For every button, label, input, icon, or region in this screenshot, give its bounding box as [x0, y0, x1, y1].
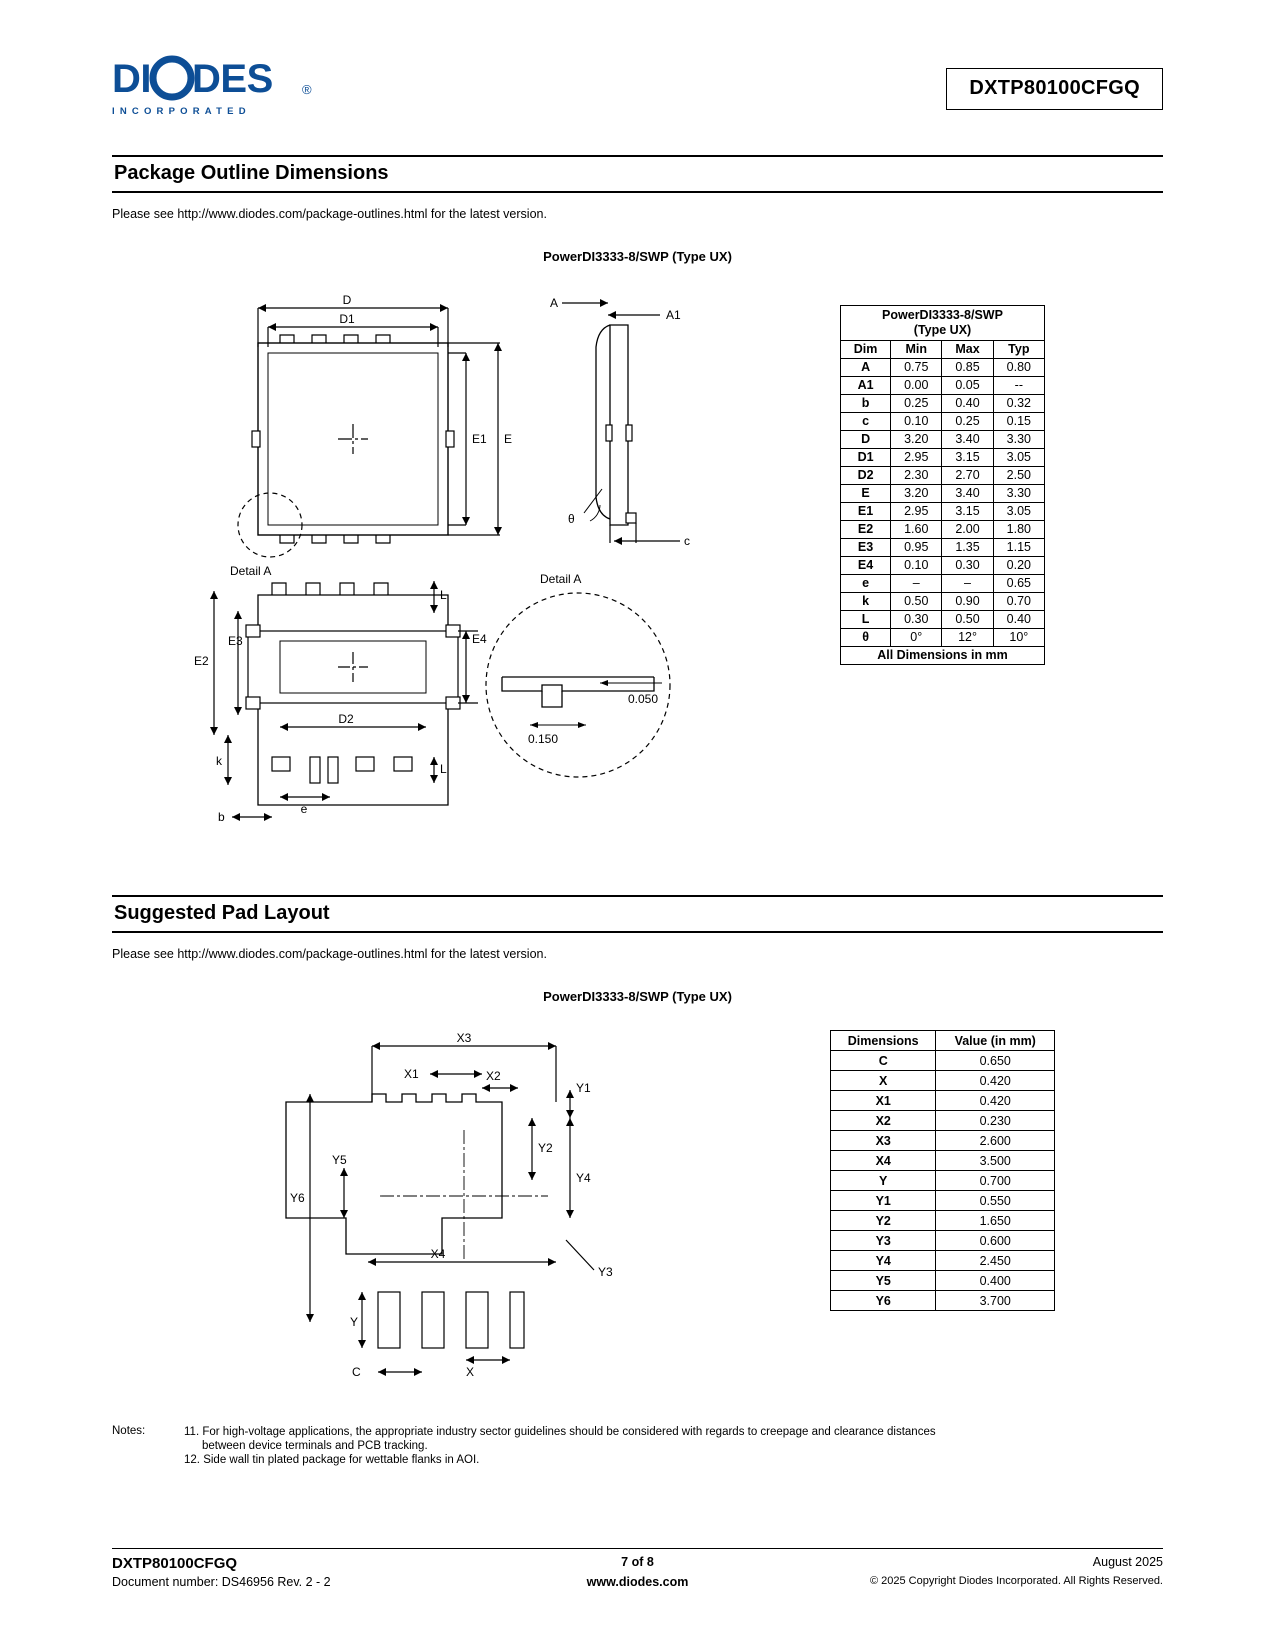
dimension-table-title [841, 306, 1045, 341]
dimension-table-footer: All Dimensions in mm [841, 647, 1045, 665]
page-header [112, 58, 1163, 120]
svg-text:k: k [216, 754, 222, 768]
col-dim: Dim [841, 341, 891, 359]
package-outline-note: Please see http://www.diodes.com/package-outlines.html for the latest version. [112, 207, 547, 221]
table-row: A 0.75 0.85 0.80 [841, 359, 1045, 377]
note-text: Side wall tin plated package for wettable flanks in AOI. [203, 1454, 480, 1466]
pad-layout-package-name: PowerDI3333-8/SWP (Type UX) [543, 989, 732, 1004]
svg-text:c: c [684, 534, 690, 548]
pad-layout-section [112, 895, 1163, 1004]
table-row: Y5 0.400 [831, 1271, 1055, 1291]
pad-layout-drawing [270, 1030, 690, 1410]
dim-title-line2: (Type UX) [913, 323, 972, 337]
svg-text:Y3: Y3 [598, 1265, 613, 1279]
svg-text:0.150: 0.150 [528, 732, 559, 746]
table-row: Y 0.700 [831, 1171, 1055, 1191]
diodes-logo [112, 58, 332, 117]
col-value: Value (in mm) [936, 1031, 1055, 1051]
table-row: b 0.25 0.40 0.32 [841, 395, 1045, 413]
notes-block [112, 1425, 1163, 1467]
table-row: Y3 0.600 [831, 1231, 1055, 1251]
svg-text:E1: E1 [472, 432, 487, 446]
note-number: 12. [184, 1454, 200, 1466]
package-outline-section [112, 155, 1163, 264]
svg-text:A: A [550, 296, 559, 310]
note-number: 11. [184, 1426, 200, 1438]
svg-text:L: L [440, 588, 447, 602]
table-header-row [831, 1031, 1055, 1051]
svg-text:E3: E3 [228, 634, 243, 648]
table-row: D1 2.95 3.15 3.05 [841, 449, 1045, 467]
col-dimensions: Dimensions [831, 1031, 936, 1051]
svg-text:Y6: Y6 [290, 1191, 305, 1205]
table-row: X 0.420 [831, 1071, 1055, 1091]
svg-text:X3: X3 [456, 1031, 472, 1045]
footer-website[interactable]: www.diodes.com [586, 1575, 689, 1589]
table-row: X1 0.420 [831, 1091, 1055, 1111]
col-min: Min [891, 341, 942, 359]
svg-text:X1: X1 [404, 1067, 419, 1081]
svg-text:D: D [342, 293, 352, 307]
note-item [184, 1453, 1163, 1467]
svg-text:L: L [440, 762, 447, 776]
footer-document-number: Document number: DS46956 Rev. 2 - 2 [112, 1575, 331, 1589]
svg-text:X2: X2 [486, 1069, 501, 1083]
pad-layout-title: Suggested Pad Layout [112, 895, 1163, 933]
table-row: X4 3.500 [831, 1151, 1055, 1171]
footer-copyright: © 2025 Copyright Diodes Incorporated. All Rights Reserved. [869, 1575, 1163, 1587]
svg-text:D1: D1 [339, 312, 355, 326]
table-row: C 0.650 [831, 1051, 1055, 1071]
svg-text:E2: E2 [194, 654, 209, 668]
notes-body [184, 1425, 1163, 1467]
table-row: L 0.30 0.50 0.40 [841, 611, 1045, 629]
footer-date: August 2025 [1092, 1555, 1163, 1569]
table-row: E1 2.95 3.15 3.05 [841, 503, 1045, 521]
footer-page-number: 7 of 8 [621, 1555, 654, 1569]
note-text: For high-voltage applications, the appropriate industry sector guidelines should be considered with regards to creepage and clearance distances [202, 1426, 936, 1438]
svg-text:Y2: Y2 [538, 1141, 553, 1155]
package-outline-drawing [194, 285, 830, 845]
page-footer [112, 1548, 1163, 1593]
svg-text:E4: E4 [472, 632, 487, 646]
part-number-header: DXTP80100CFGQ [946, 68, 1163, 110]
svg-text:DES: DES [192, 57, 273, 101]
table-row: D 3.20 3.40 3.30 [841, 431, 1045, 449]
table-row: θ 0° 12° 10° [841, 629, 1045, 647]
table-row: A1 0.00 0.05 -- [841, 377, 1045, 395]
svg-text:b: b [218, 810, 225, 824]
svg-text:X: X [466, 1365, 475, 1379]
footer-part-number: DXTP80100CFGQ [112, 1555, 238, 1572]
table-row: Y6 3.700 [831, 1291, 1055, 1311]
table-row: Y2 1.650 [831, 1211, 1055, 1231]
logo-subtitle: INCORPORATED [112, 106, 251, 117]
table-row: Y4 2.450 [831, 1251, 1055, 1271]
svg-text:e: e [300, 802, 308, 816]
diodes-logo-icon [112, 58, 320, 102]
svg-text:Y4: Y4 [576, 1171, 591, 1185]
pad-dimension-table [830, 1030, 1055, 1311]
col-max: Max [942, 341, 993, 359]
table-row: E4 0.10 0.30 0.20 [841, 557, 1045, 575]
svg-text:DI: DI [112, 57, 151, 101]
svg-text:E: E [504, 432, 513, 446]
svg-text:A1: A1 [666, 308, 681, 322]
svg-text:X4: X4 [430, 1247, 446, 1261]
svg-text:Y5: Y5 [332, 1153, 347, 1167]
table-row: E 3.20 3.40 3.30 [841, 485, 1045, 503]
package-outline-package-name: PowerDI3333-8/SWP (Type UX) [543, 249, 732, 264]
table-row: e – – 0.65 [841, 575, 1045, 593]
table-row: E3 0.95 1.35 1.15 [841, 539, 1045, 557]
svg-text:Detail A: Detail A [230, 564, 272, 578]
note-continuation: between device terminals and PCB tracking. [202, 1440, 428, 1452]
table-row: D2 2.30 2.70 2.50 [841, 467, 1045, 485]
logo-wordmark [112, 58, 332, 102]
svg-text:Y1: Y1 [576, 1081, 591, 1095]
svg-text:D2: D2 [338, 712, 354, 726]
table-header-row [841, 341, 1045, 359]
table-row: E2 1.60 2.00 1.80 [841, 521, 1045, 539]
table-row: Y1 0.550 [831, 1191, 1055, 1211]
svg-text:θ: θ [568, 512, 575, 526]
pad-layout-note: Please see http://www.diodes.com/package-outlines.html for the latest version. [112, 947, 547, 961]
notes-label: Notes: [112, 1425, 146, 1437]
svg-text:®: ® [302, 82, 312, 97]
svg-text:0.050: 0.050 [628, 692, 659, 706]
table-row: c 0.10 0.25 0.15 [841, 413, 1045, 431]
col-typ: Typ [993, 341, 1044, 359]
dimension-table [840, 305, 1045, 665]
table-row: X3 2.600 [831, 1131, 1055, 1151]
table-row: X2 0.230 [831, 1111, 1055, 1131]
svg-text:C: C [352, 1365, 361, 1379]
table-row: k 0.50 0.90 0.70 [841, 593, 1045, 611]
note-item [184, 1425, 1163, 1439]
package-outline-title: Package Outline Dimensions [112, 155, 1163, 193]
svg-text:Y: Y [350, 1315, 359, 1329]
svg-text:Detail A: Detail A [540, 572, 582, 586]
dim-title-line1: PowerDI3333-8/SWP [882, 308, 1003, 322]
